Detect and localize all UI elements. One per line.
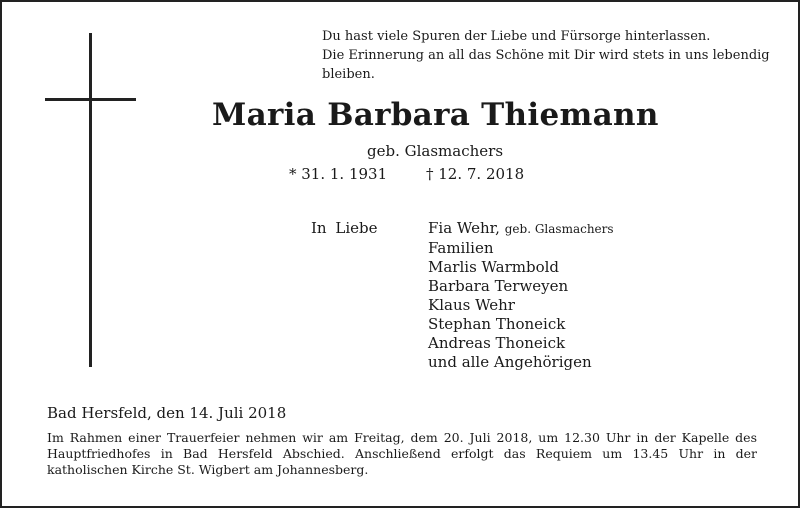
- mourner-name: Fia Wehr,: [428, 219, 500, 237]
- cross-icon-bar: [45, 98, 136, 101]
- quote-line: Die Erinnerung an all das Schöne mit Dir wird stets in uns lebendig bleiben.: [322, 48, 770, 82]
- funeral-details: Im Rahmen einer Trauerfeier nehmen wir am Freitag, dem 20. Juli 2018, um 12.30 Uhr in der Kapelle des Hauptfriedhofes in Bad Hersfeld Abschied. Anschließend erfolgt das Requiem um 13.45 Uhr in der katholischen Kirche St. Wigbert am Johannesberg.: [47, 430, 757, 477]
- mourner-item: Andreas Thoneick: [428, 334, 566, 352]
- mourner-item: Klaus Wehr: [428, 296, 515, 314]
- birth-date: * 31. 1. 1931: [289, 165, 388, 183]
- death-date: † 12. 7. 2018: [426, 165, 525, 183]
- mourner-item: Barbara Terweyen: [428, 277, 569, 295]
- mourners-list: [428, 219, 614, 372]
- quote-line: Du hast viele Spuren der Liebe und Fürsorge hinterlassen.: [322, 29, 711, 44]
- memorial-quote: [322, 27, 798, 84]
- mourner-item: Stephan Thoneick: [428, 315, 566, 333]
- cross-icon: [89, 33, 92, 367]
- deceased-name: Maria Barbara Thiemann: [212, 97, 659, 133]
- mourner-first: [428, 219, 614, 239]
- mourner-item: und alle Angehörigen: [428, 353, 592, 371]
- maiden-name: geb. Glasmachers: [367, 142, 504, 160]
- place-date: Bad Hersfeld, den 14. Juli 2018: [47, 404, 287, 422]
- mourner-item: Marlis Warmbold: [428, 258, 560, 276]
- mourner-maiden-name: geb. Glasmachers: [504, 222, 614, 236]
- mourners-intro: In Liebe: [311, 219, 378, 237]
- mourner-item: Familien: [428, 239, 494, 257]
